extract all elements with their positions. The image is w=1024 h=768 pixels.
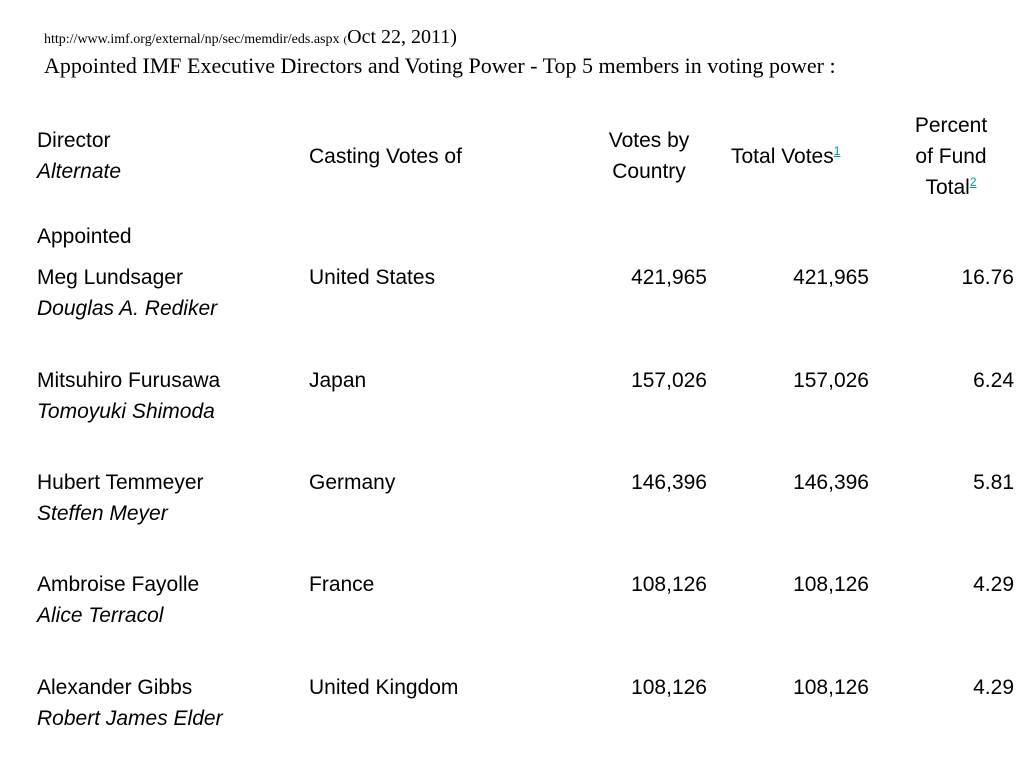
- header-percent-line1: Percent: [914, 114, 988, 137]
- casting-votes-country: France: [309, 573, 375, 596]
- percent-value: 6.24: [973, 369, 1014, 392]
- source-url[interactable]: http://www.imf.org/external/np/sec/memdir/eds.aspx: [44, 32, 340, 47]
- alternate-name: Alice Terracol: [37, 604, 164, 627]
- alternate-name: Tomoyuki Shimoda: [37, 400, 215, 423]
- total-votes-value: 157,026: [793, 369, 869, 392]
- percent-value: 5.81: [973, 471, 1014, 494]
- total-votes-value: 146,396: [793, 471, 869, 494]
- header-casting-votes: Casting Votes of: [309, 145, 462, 168]
- alternate-name: Steffen Meyer: [37, 502, 168, 525]
- document-title: Appointed IMF Executive Directors and Voting Power - Top 5 members in voting power :: [44, 53, 836, 78]
- source-line: [44, 26, 457, 49]
- total-votes-value: 108,126: [793, 676, 869, 699]
- source-open-paren: (: [343, 34, 348, 46]
- percent-value: 4.29: [973, 676, 1014, 699]
- percent-value: 16.76: [961, 266, 1014, 289]
- table-row-director-cell: [37, 569, 199, 631]
- casting-votes-country: United Kingdom: [309, 676, 459, 699]
- percent-value: 4.29: [973, 573, 1014, 596]
- total-votes-value: 421,965: [793, 266, 869, 289]
- header-percent-line3: Total: [925, 176, 970, 199]
- footnote-1-link[interactable]: 1: [833, 144, 841, 158]
- casting-votes-country: Germany: [309, 471, 396, 494]
- alternate-name: Robert James Elder: [37, 707, 223, 730]
- header-director-cell: [37, 125, 121, 187]
- header-votes-by-country-line1: Votes by: [608, 129, 690, 152]
- header-votes-by-country: [583, 125, 715, 187]
- header-votes-by-country-line2: Country: [612, 160, 686, 183]
- casting-votes-country: United States: [309, 266, 436, 289]
- header-total-votes-label: Total Votes: [731, 145, 834, 168]
- votes-by-country-value: 146,396: [631, 471, 707, 494]
- table-row-director-cell: [37, 365, 220, 427]
- header-alternate: Alternate: [37, 160, 122, 183]
- table-row-director-cell: [37, 262, 217, 324]
- votes-by-country-value: 157,026: [631, 369, 707, 392]
- table-row-director-cell: [37, 672, 223, 734]
- source-date: Oct 22, 2011): [347, 26, 457, 48]
- votes-by-country-value: 108,126: [631, 676, 707, 699]
- director-name: Meg Lundsager: [37, 266, 183, 289]
- votes-by-country-value: 421,965: [631, 266, 707, 289]
- director-name: Ambroise Fayolle: [37, 573, 200, 596]
- casting-votes-country: Japan: [309, 369, 367, 392]
- director-name: Hubert Temmeyer: [37, 471, 204, 494]
- alternate-name: Douglas A. Rediker: [37, 297, 218, 320]
- director-name: Alexander Gibbs: [37, 676, 193, 699]
- total-votes-value: 108,126: [793, 573, 869, 596]
- header-appointed: Appointed: [37, 225, 132, 248]
- footnote-2-link[interactable]: 2: [969, 175, 977, 189]
- header-director: Director: [37, 129, 111, 152]
- votes-by-country-value: 108,126: [631, 573, 707, 596]
- table-row-director-cell: [37, 467, 204, 529]
- header-total-votes: [731, 141, 840, 172]
- header-percent-line2: of Fund: [915, 145, 987, 168]
- director-name: Mitsuhiro Furusawa: [37, 369, 221, 392]
- header-percent-fund-total: [893, 110, 1009, 203]
